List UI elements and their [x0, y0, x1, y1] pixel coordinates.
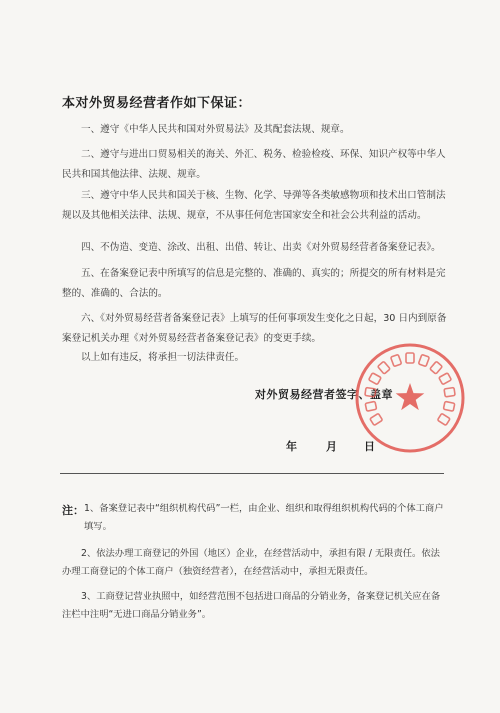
seal-glyph-mark [406, 353, 414, 363]
guarantee-heading: 本对外贸易经营者作如下保证： [62, 96, 252, 111]
seal-glyph-mark [418, 354, 429, 366]
seal-glyph-mark [444, 388, 455, 397]
clause-3: 三、遵守中华人民共和国关于核、生物、化学、导弹等各类敏感物项和技术出口管制法规以及其他相关法律、法规、规章，不从事任何危害国家安全和社会公共利益的活动。 [62, 190, 446, 221]
note-3: 3、工商登记营业执照中，如经营范围不包括进口商品的分销业务，备案登记机关应在备注栏中注明“无进口商品分销业务”。 [62, 591, 441, 620]
clause-6: 六、《对外贸易经营者备案登记表》上填写的任何事项发生变化之日起，30 日内到原备案登记机关办理《对外贸易经营者备案登记表》的变更手续。 [62, 313, 447, 344]
clause-1: 一、遵守《中华人民共和国对外贸易法》及其配套法规、规章。 [81, 124, 350, 135]
divider-line [60, 473, 444, 474]
date-month: 月 [326, 440, 337, 453]
company-seal-stamp [352, 340, 468, 456]
signature-label: 对外贸易经营者签字、盖章 [255, 388, 393, 401]
clause-2: 二、遵守与进出口贸易相关的海关、外汇、税务、检验检疫、环保、知识产权等中华人民共和国其他法律、法规、规章。 [62, 149, 446, 180]
seal-glyph-mark [378, 361, 391, 374]
seal-star-icon [396, 383, 425, 410]
seal-glyph-mark [430, 361, 443, 374]
date-day: 日 [364, 440, 375, 453]
seal-glyph-mark [437, 413, 450, 425]
seal-glyph-mark [439, 373, 452, 385]
note-2: 2、依法办理工商登记的外国（地区）企业，在经营活动中，承担有限 / 无限责任。依法办理工商登记的个体工商户（独资经营者），在经营活动中，承担无限责任。 [62, 548, 440, 577]
seal-glyph-mark [443, 401, 454, 411]
seal-glyph-mark [391, 354, 402, 366]
date-year: 年 [286, 440, 297, 453]
note-1: 1、备案登记表中“组织机构代码”一栏，由企业、组织和取得组织机构代码的个体工商户填写。 [84, 503, 444, 532]
seal-glyph-mark [365, 401, 376, 411]
clause-4: 四、不伪造、变造、涂改、出租、出借、转让、出卖《对外贸易经营者备案登记表》。 [81, 242, 441, 253]
note-label: 注： [62, 504, 84, 517]
clause-5: 五、在备案登记表中所填写的信息是完整的、准确的、真实的；所提交的所有材料是完整的、准确的、合法的。 [62, 268, 446, 299]
seal-glyph-mark [369, 373, 382, 385]
seal-glyph-mark [370, 413, 383, 425]
liability-statement: 以上如有违反，将承担一切法律责任。 [81, 352, 245, 363]
seal-glyph-mark [365, 388, 376, 397]
